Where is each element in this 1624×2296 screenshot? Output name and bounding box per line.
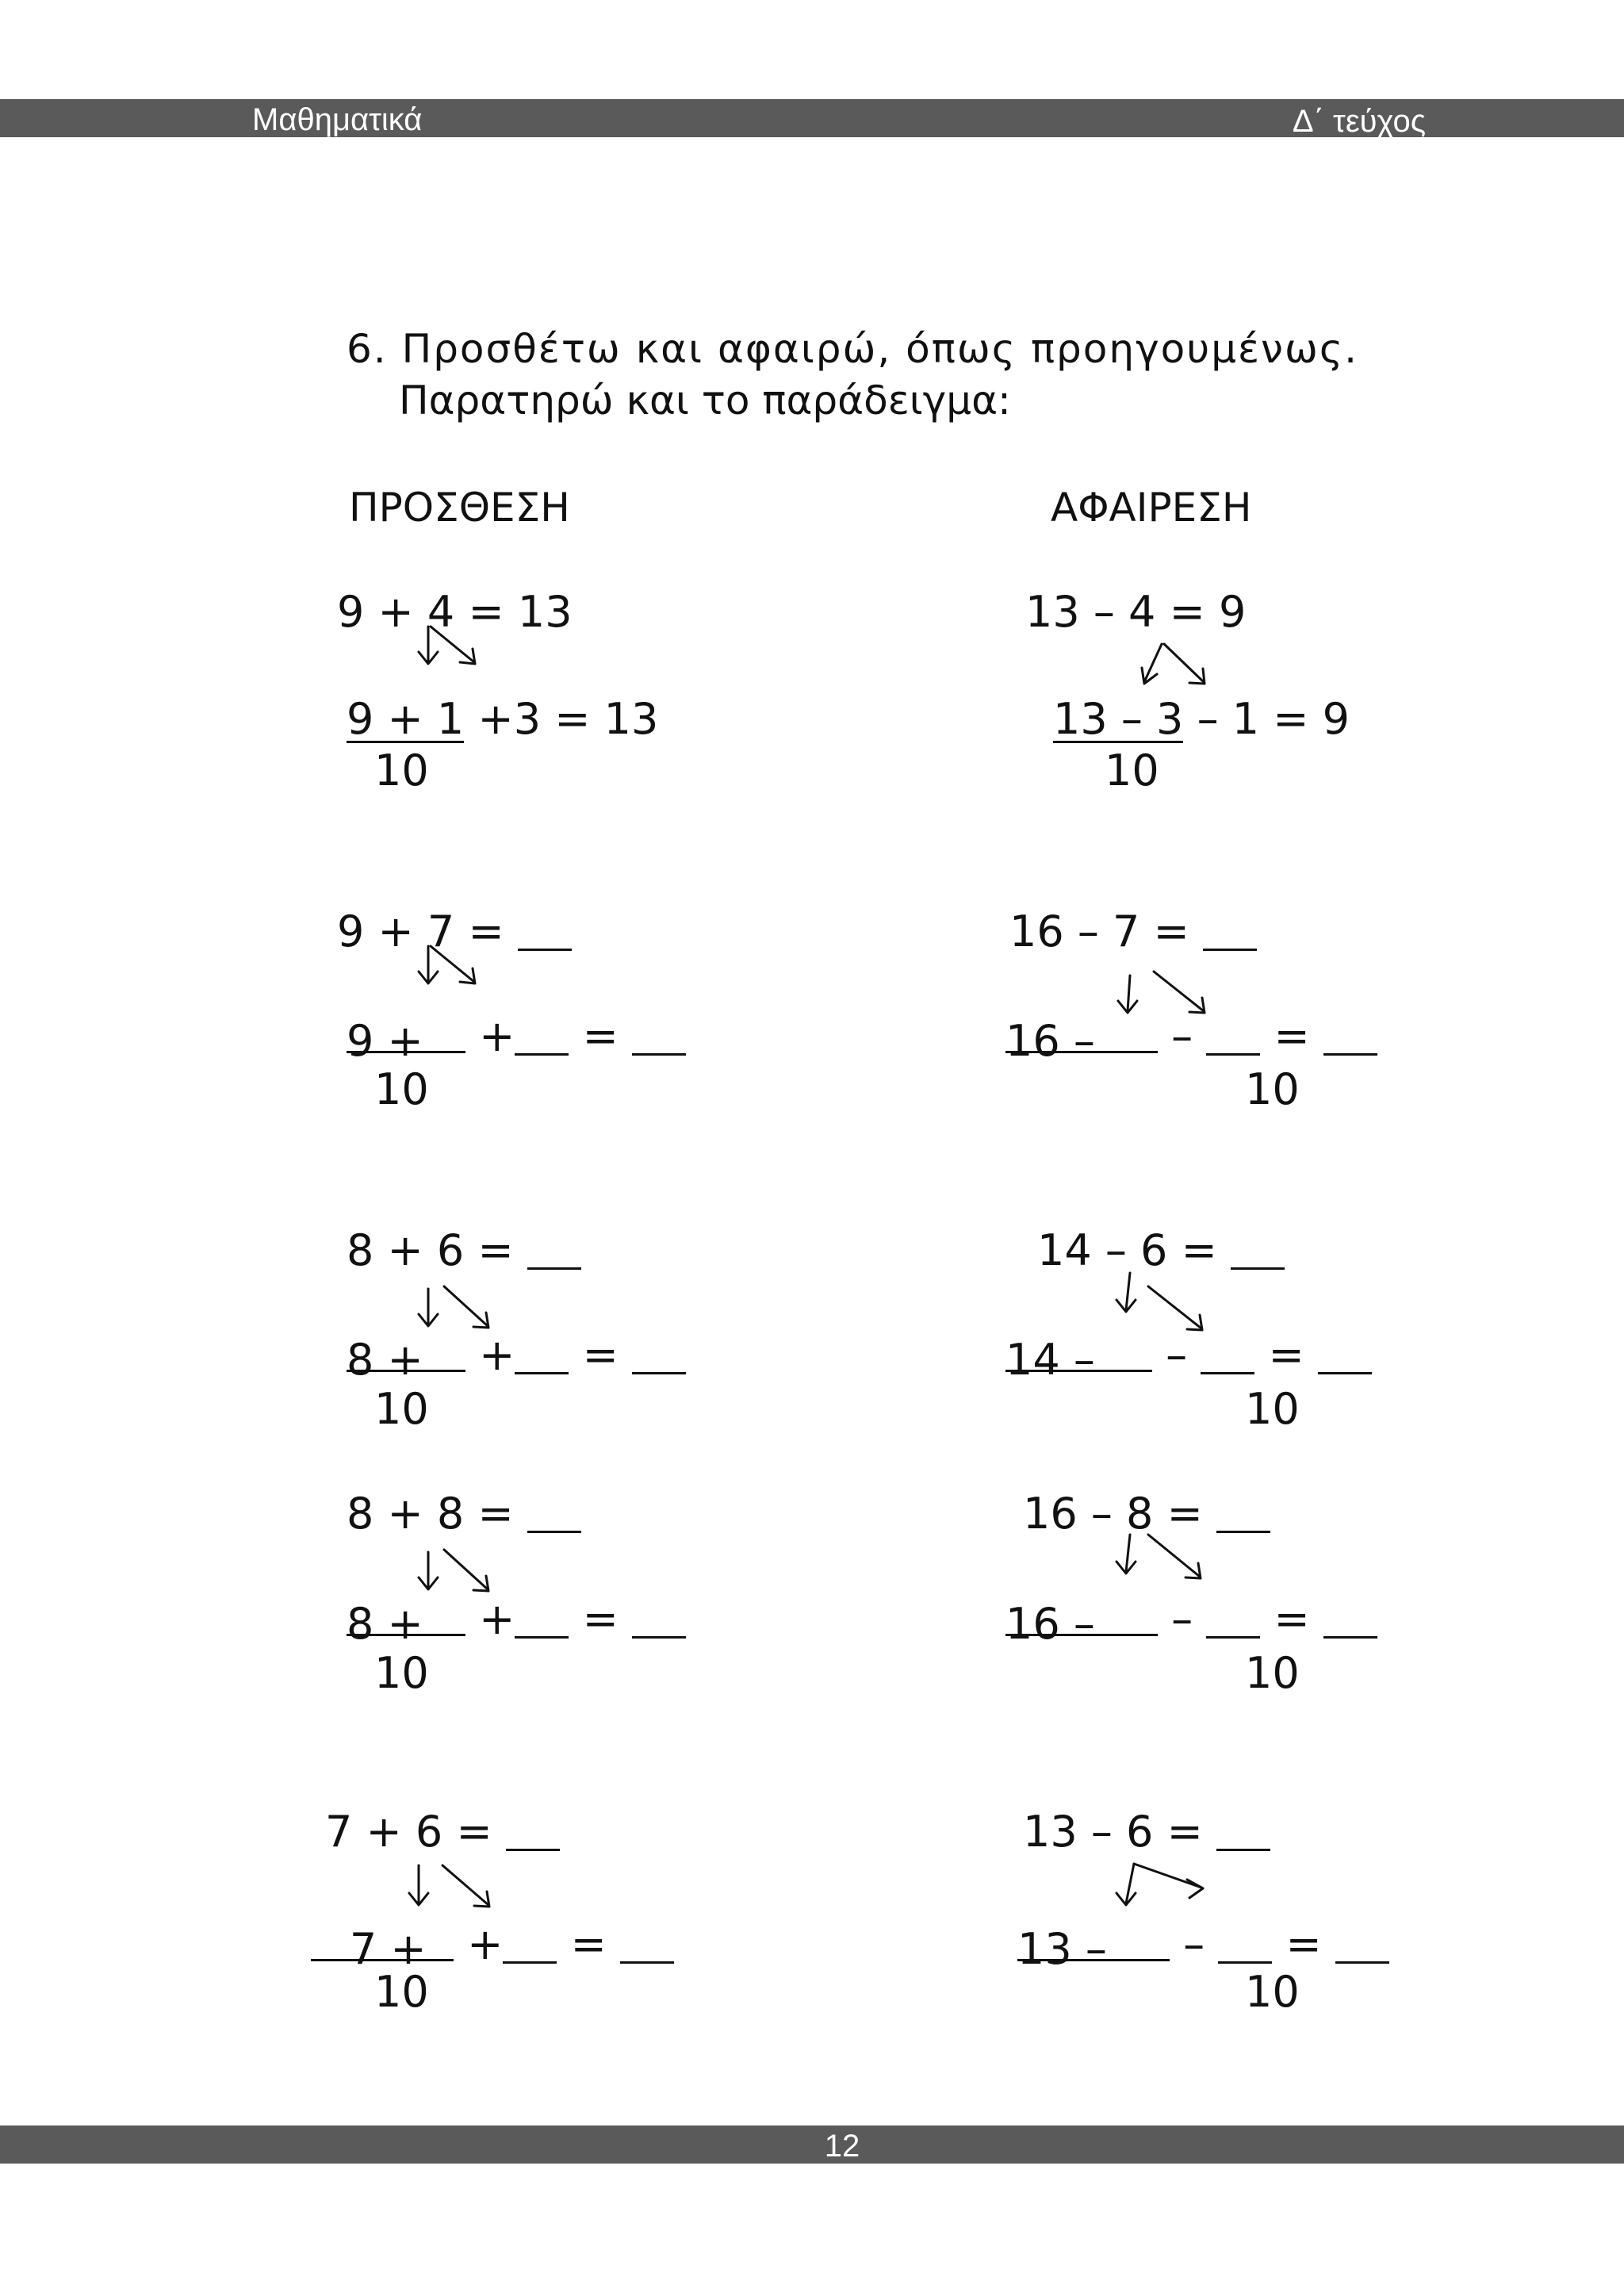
sub-exercise-3-step bbox=[1005, 1594, 1377, 1649]
add-exercise-1-first-blank[interactable] bbox=[347, 1016, 465, 1066]
answer-blank[interactable] bbox=[527, 1496, 581, 1533]
plus-sign: + bbox=[479, 1011, 515, 1061]
add-exercise-2-step-text: 8 + bbox=[347, 1335, 423, 1385]
sub-exercise-1-equation bbox=[1009, 907, 1257, 957]
answer-blank[interactable] bbox=[1218, 1926, 1272, 1964]
add-exercise-1-equation bbox=[337, 907, 572, 957]
answer-blank[interactable] bbox=[515, 1601, 569, 1639]
add-exercise-3-step-text: 8 + bbox=[347, 1599, 423, 1649]
answer-blank[interactable] bbox=[527, 1232, 581, 1270]
add-exercise-3-result: 10 bbox=[374, 1648, 429, 1698]
sub-exercise-4-first-blank[interactable] bbox=[1017, 1924, 1170, 1974]
plus-sign: + bbox=[467, 1919, 504, 1969]
sub-exercise-3-step-text: 16 – bbox=[1005, 1599, 1095, 1649]
answer-blank[interactable] bbox=[503, 1926, 557, 1964]
answer-blank[interactable] bbox=[1231, 1232, 1285, 1270]
minus-sign: – bbox=[1183, 1919, 1205, 1969]
add-exercise-4-step-text: 7 + bbox=[349, 1924, 427, 1974]
add-exercise-1-step bbox=[347, 1011, 686, 1066]
answer-blank[interactable] bbox=[1203, 914, 1257, 951]
sub-exercise-1-result: 10 bbox=[1245, 1064, 1300, 1114]
sub-exercise-2-equation bbox=[1037, 1225, 1285, 1276]
plus-sign: + bbox=[479, 1330, 515, 1380]
answer-blank[interactable] bbox=[1323, 1601, 1377, 1639]
sub-exercise-2-first-blank[interactable] bbox=[1005, 1335, 1152, 1385]
minus-sign: – bbox=[1171, 1594, 1193, 1644]
add-exercise-4-step bbox=[311, 1919, 674, 1974]
example-add-step-part1: 9 + 1 bbox=[347, 694, 465, 744]
instruction-line-2: Παρατηρώ και το παράδειγμα: bbox=[399, 378, 1011, 424]
sub-exercise-4-equation bbox=[1023, 1807, 1270, 1857]
answer-blank[interactable] bbox=[518, 914, 572, 951]
answer-blank[interactable] bbox=[515, 1018, 569, 1056]
equals-sign: = bbox=[1274, 1594, 1310, 1644]
answer-blank[interactable] bbox=[620, 1926, 674, 1964]
answer-blank[interactable] bbox=[632, 1337, 686, 1374]
minus-sign: – bbox=[1171, 1011, 1193, 1061]
sub-exercise-2-result: 10 bbox=[1245, 1384, 1300, 1434]
example-sub-equation: 13 – 4 = 9 bbox=[1025, 587, 1247, 637]
header-issue: Δ΄ τεύχος bbox=[1292, 104, 1426, 139]
add-exercise-2-eq-text: 8 + 6 = bbox=[347, 1225, 514, 1275]
sub-exercise-4-eq-text: 13 – 6 = bbox=[1023, 1807, 1203, 1857]
minus-sign: – bbox=[1166, 1330, 1188, 1380]
header-subject: Μαθηματικά bbox=[252, 102, 423, 137]
answer-blank[interactable] bbox=[632, 1601, 686, 1639]
sub-exercise-1-first-blank[interactable] bbox=[1005, 1016, 1158, 1066]
sub-exercise-4-step-text: 13 – bbox=[1017, 1924, 1107, 1974]
addition-heading: ΠΡΟΣΘΕΣΗ bbox=[349, 485, 570, 531]
add-exercise-4-equation bbox=[325, 1807, 560, 1857]
equals-sign: = bbox=[582, 1330, 619, 1380]
add-exercise-1-step-text: 9 + bbox=[347, 1016, 423, 1066]
example-sub-result: 10 bbox=[1105, 746, 1159, 795]
example-add-step-part2: +3 = 13 bbox=[477, 694, 659, 744]
example-sub-step-part2: – 1 = 9 bbox=[1197, 694, 1350, 744]
sub-exercise-4-arrows-icon bbox=[0, 0, 1, 1]
equals-sign: = bbox=[1274, 1011, 1310, 1061]
sub-exercise-4-step bbox=[1017, 1919, 1389, 1974]
page-number: 12 bbox=[824, 2129, 860, 2164]
example-add-result: 10 bbox=[374, 746, 429, 795]
answer-blank[interactable] bbox=[506, 1814, 560, 1851]
answer-blank[interactable] bbox=[1323, 1018, 1377, 1056]
answer-blank[interactable] bbox=[1318, 1337, 1372, 1374]
sub-exercise-1-eq-text: 16 – 7 = bbox=[1009, 907, 1189, 956]
add-exercise-3-equation bbox=[347, 1489, 581, 1539]
answer-blank[interactable] bbox=[1335, 1926, 1389, 1964]
example-sub-step-part1: 13 – 3 bbox=[1053, 694, 1184, 744]
example-sub-step bbox=[1053, 694, 1350, 745]
instruction-line-1: 6. Προσθέτω και αφαιρώ, όπως προηγουμένως. bbox=[347, 326, 1359, 372]
add-exercise-3-eq-text: 8 + 8 = bbox=[347, 1489, 514, 1539]
sub-exercise-1-step-text: 16 – bbox=[1005, 1016, 1095, 1066]
add-exercise-1-eq-text: 9 + 7 = bbox=[337, 907, 504, 956]
answer-blank[interactable] bbox=[1206, 1018, 1260, 1056]
equals-sign: = bbox=[582, 1594, 619, 1644]
equals-sign: = bbox=[582, 1011, 619, 1061]
add-exercise-4-result: 10 bbox=[374, 1967, 429, 2017]
add-exercise-2-equation bbox=[347, 1225, 581, 1276]
add-exercise-4-eq-text: 7 + 6 = bbox=[325, 1807, 492, 1857]
sub-exercise-2-eq-text: 14 – 6 = bbox=[1037, 1225, 1217, 1275]
answer-blank[interactable] bbox=[1206, 1601, 1260, 1639]
answer-blank[interactable] bbox=[515, 1337, 569, 1374]
add-exercise-3-first-blank[interactable] bbox=[347, 1599, 465, 1649]
add-exercise-2-first-blank[interactable] bbox=[347, 1335, 465, 1385]
header-bar bbox=[0, 99, 1624, 137]
equals-sign: = bbox=[570, 1919, 607, 1969]
equals-sign: = bbox=[1285, 1919, 1322, 1969]
sub-exercise-3-equation bbox=[1023, 1489, 1270, 1539]
add-exercise-1-result: 10 bbox=[374, 1064, 429, 1114]
answer-blank[interactable] bbox=[1216, 1496, 1270, 1533]
sub-exercise-3-eq-text: 16 – 8 = bbox=[1023, 1489, 1203, 1539]
example-add-equation: 9 + 4 = 13 bbox=[337, 587, 573, 637]
sub-exercise-3-result: 10 bbox=[1245, 1648, 1300, 1698]
plus-sign: + bbox=[479, 1594, 515, 1644]
answer-blank[interactable] bbox=[1216, 1814, 1270, 1851]
add-exercise-2-result: 10 bbox=[374, 1384, 429, 1434]
add-exercise-3-step bbox=[347, 1594, 686, 1649]
sub-exercise-4-result: 10 bbox=[1245, 1967, 1300, 2017]
add-exercise-4-first-blank[interactable] bbox=[311, 1924, 454, 1974]
subtraction-heading: ΑΦΑΙΡΕΣΗ bbox=[1051, 485, 1252, 531]
example-add-step bbox=[347, 694, 658, 745]
footer-bar bbox=[0, 2125, 1624, 2164]
answer-blank[interactable] bbox=[632, 1018, 686, 1056]
sub-exercise-2-step bbox=[1005, 1330, 1372, 1385]
equals-sign: = bbox=[1268, 1330, 1304, 1380]
sub-exercise-1-step bbox=[1005, 1011, 1377, 1066]
sub-exercise-3-first-blank[interactable] bbox=[1005, 1599, 1158, 1649]
sub-exercise-2-step-text: 14 – bbox=[1005, 1335, 1095, 1385]
add-exercise-2-step bbox=[347, 1330, 686, 1385]
answer-blank[interactable] bbox=[1201, 1337, 1254, 1374]
